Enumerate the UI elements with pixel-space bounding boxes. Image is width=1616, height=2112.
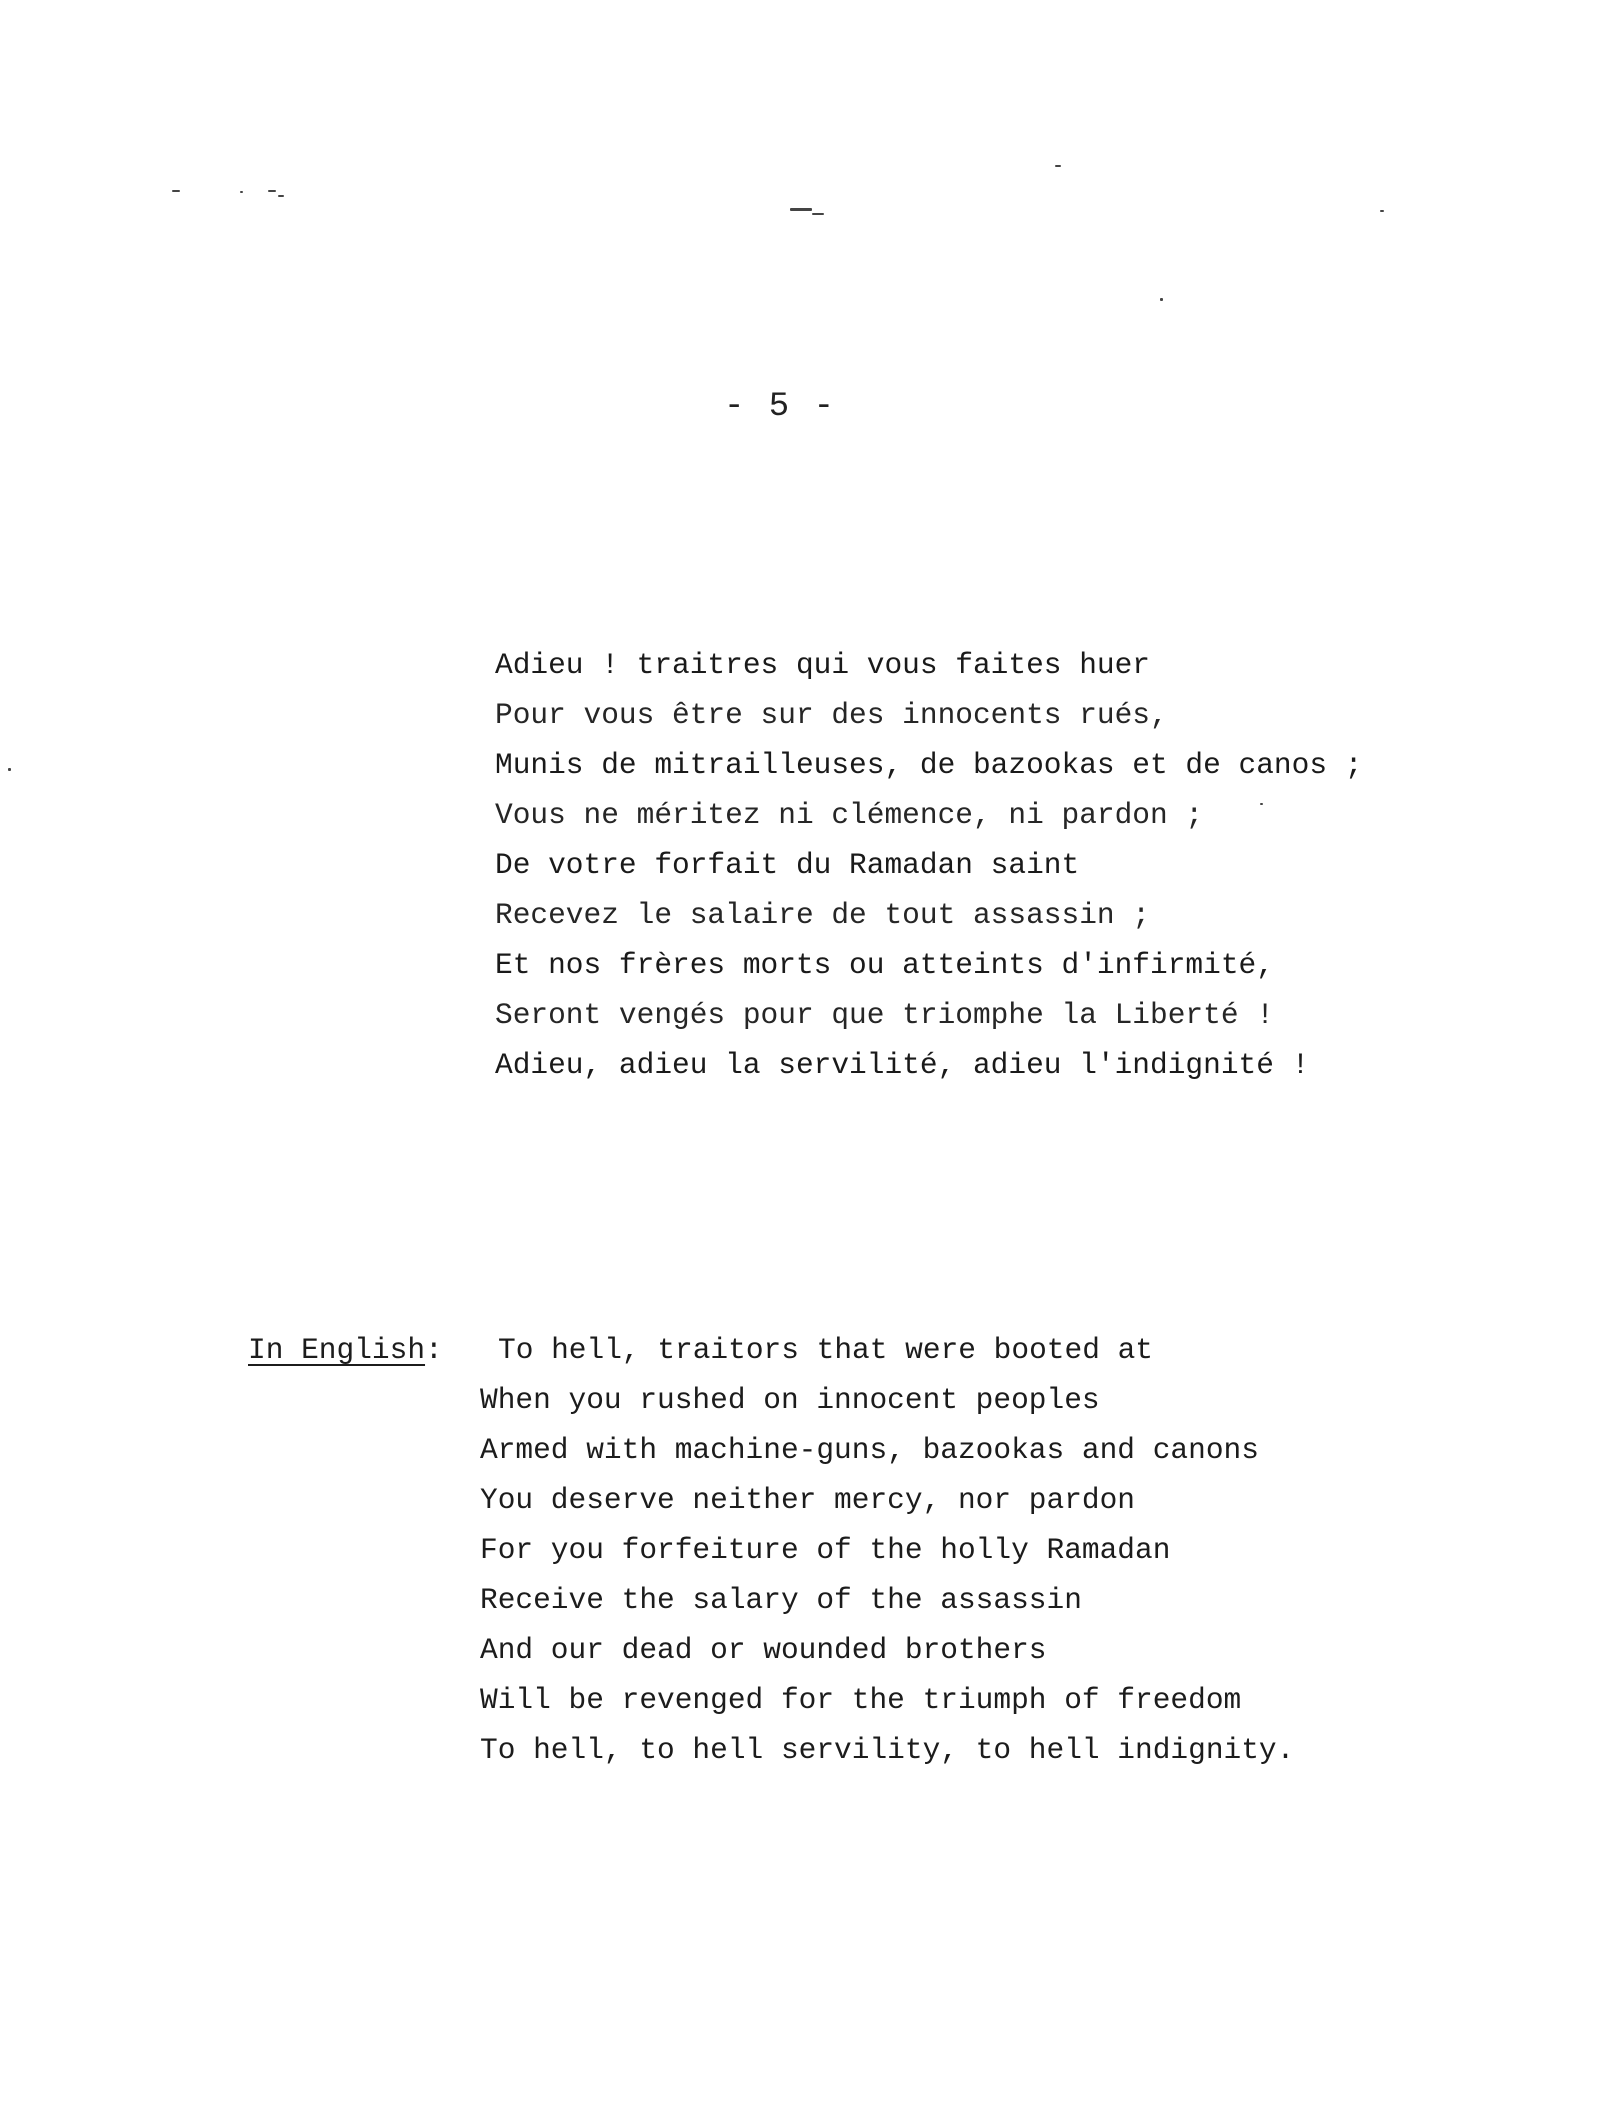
poem-line: Munis de mitrailleuses, de bazookas et de canos ; — [495, 748, 1363, 782]
translation-line: Receive the salary of the assassin — [480, 1583, 1082, 1617]
translation-line: To hell, to hell servility, to hell indignity. — [480, 1733, 1295, 1767]
scan-speck — [278, 195, 284, 197]
page-number: - 5 - — [723, 388, 837, 426]
poem-line: Pour vous être sur des innocents rués, — [495, 698, 1168, 732]
translation-line: You deserve neither mercy, nor pardon — [480, 1483, 1136, 1517]
scan-speck — [1380, 210, 1384, 212]
scan-speck — [172, 190, 180, 192]
translation-line: To hell, traitors that were booted at — [498, 1333, 1154, 1367]
french-poem — [495, 640, 1495, 1090]
poem-line: De votre forfait du Ramadan saint — [495, 848, 1080, 882]
translation-line: Armed with machine-guns, bazookas and canons — [480, 1433, 1259, 1467]
scan-speck — [812, 213, 824, 215]
poem-line: Vous ne méritez ni clémence, ni pardon ; — [495, 798, 1204, 832]
scan-speck — [240, 191, 243, 193]
scan-speck — [268, 190, 276, 192]
poem-line: Recevez le salaire de tout assassin ; — [495, 898, 1151, 932]
poem-line: Adieu ! traitres qui vous faites huer — [495, 648, 1151, 682]
translation-label-text: In English — [248, 1333, 426, 1367]
english-translation — [480, 1325, 1480, 1775]
translation-line: Will be revenged for the triumph of freedom — [480, 1683, 1242, 1717]
translation-line: For you forfeiture of the holly Ramadan — [480, 1533, 1171, 1567]
poem-line: Et nos frères morts ou atteints d'infirmité, — [495, 948, 1274, 982]
translation-line: And our dead or wounded brothers — [480, 1633, 1047, 1667]
poem-line: Adieu, adieu la servilité, adieu l'indignité ! — [495, 1048, 1310, 1082]
scan-speck — [8, 768, 11, 771]
translation-label-colon: : — [425, 1333, 443, 1367]
scan-speck — [1055, 165, 1061, 167]
poem-line: Seront vengés pour que triomphe la Liberté ! — [495, 998, 1274, 1032]
scan-speck — [1160, 298, 1163, 301]
translation-line: When you rushed on innocent peoples — [480, 1383, 1100, 1417]
translation-label — [248, 1325, 443, 1375]
scan-speck — [790, 208, 812, 211]
